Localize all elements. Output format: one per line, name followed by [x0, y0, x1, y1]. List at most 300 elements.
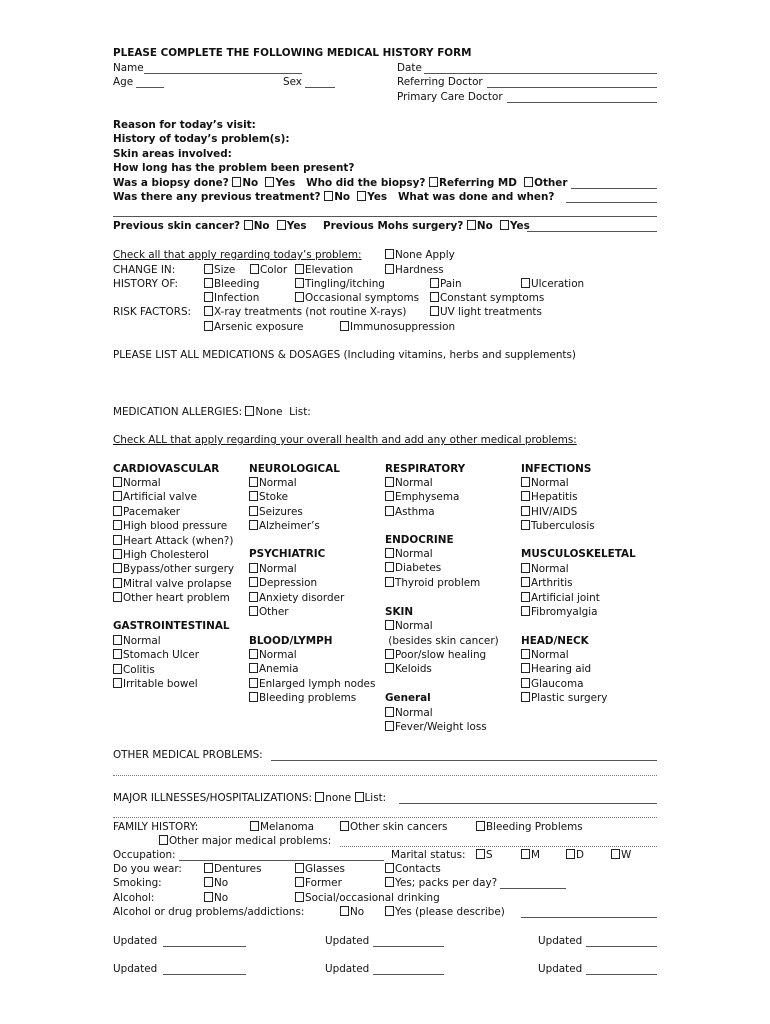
prev-skin-cancer-question: Previous skin cancer? [113, 220, 241, 232]
elevation-label: Elevation [305, 264, 354, 276]
smoking-no-label: No [214, 877, 229, 889]
none-apply-checkbox[interactable] [385, 249, 394, 259]
addictions-no-option[interactable] [340, 905, 364, 919]
pain-option[interactable] [430, 277, 462, 291]
gastro-item-checkbox[interactable] [113, 649, 122, 659]
biopsy-other-field[interactable] [571, 188, 657, 189]
family-bleeding-label: Bleeding Problems [486, 821, 583, 833]
tingling-label: Tingling/itching [305, 278, 385, 290]
cardio-item-label: Normal [123, 477, 161, 489]
musculoskeletal-item-checkbox[interactable] [521, 592, 530, 602]
prev-treatment-yes-checkbox[interactable] [357, 191, 366, 201]
ulceration-checkbox[interactable] [521, 278, 530, 288]
neuro-item-checkbox[interactable] [249, 520, 258, 530]
risk-factors-label: RISK FACTORS: [113, 306, 192, 318]
smoking-former-option[interactable] [295, 876, 342, 890]
musculoskeletal-item-option[interactable] [521, 576, 600, 590]
bleeding-checkbox[interactable] [204, 278, 213, 288]
psych-item-option[interactable] [249, 605, 344, 619]
uv-checkbox[interactable] [430, 306, 439, 316]
prev-treatment-no-label: No [334, 191, 351, 203]
head-neck-heading: HEAD/NECK [521, 635, 589, 647]
resp-item-label: Normal [395, 477, 433, 489]
cardio-item-label: Pacemaker [123, 505, 181, 518]
name-field[interactable] [144, 73, 302, 74]
other-skin-option[interactable] [340, 820, 447, 834]
alcohol-no-checkbox[interactable] [204, 892, 213, 902]
none-apply-option[interactable] [385, 248, 455, 262]
general-heading: General [385, 692, 431, 704]
marital-m-option[interactable] [521, 848, 540, 862]
updated-field-1[interactable] [163, 946, 246, 947]
marital-m-label: M [531, 849, 540, 861]
cardio-item-option[interactable] [113, 519, 234, 533]
other-problems-field[interactable] [271, 760, 657, 761]
neuro-item-checkbox[interactable] [249, 506, 258, 516]
occasional-checkbox[interactable] [295, 292, 304, 302]
ulceration-label: Ulceration [531, 278, 585, 290]
blood-item-checkbox[interactable] [249, 663, 258, 673]
referring-md-checkbox[interactable] [429, 177, 438, 187]
neuro-item-option[interactable] [249, 490, 320, 504]
arsenic-option[interactable] [204, 320, 303, 334]
referring-doctor-field[interactable] [487, 87, 657, 88]
head-neck-item-label: Hearing aid [531, 663, 592, 676]
neuro-list [249, 476, 320, 534]
how-long-label: How long has the problem been present? [113, 162, 355, 174]
blood-item-checkbox[interactable] [249, 678, 258, 688]
occasional-option[interactable] [295, 291, 419, 305]
blood-item-option[interactable] [249, 648, 375, 662]
infection-label: Infection [214, 292, 260, 304]
head-neck-list [521, 648, 607, 706]
head-neck-item-option[interactable] [521, 677, 607, 691]
cardio-item-label: High blood pressure [123, 520, 228, 533]
cardio-item-checkbox[interactable] [113, 506, 122, 516]
tingling-option[interactable] [295, 277, 385, 291]
cardio-item-option[interactable] [113, 591, 234, 605]
updated-field-3[interactable] [586, 946, 657, 947]
psych-item-option[interactable] [249, 591, 344, 605]
gastro-item-option[interactable] [113, 648, 199, 662]
skin-normal-checkbox[interactable] [385, 620, 394, 630]
neuro-item-checkbox[interactable] [249, 491, 258, 501]
skin-list [385, 648, 486, 677]
musculoskeletal-item-option[interactable] [521, 591, 600, 605]
neuro-item-label: Alzheimer’s [259, 520, 320, 533]
color-label: Color [260, 264, 288, 276]
cardio-item-checkbox[interactable] [113, 549, 122, 559]
addictions-field[interactable] [521, 917, 657, 918]
skin-item-option[interactable] [385, 662, 486, 676]
endo-item-checkbox[interactable] [385, 577, 394, 587]
resp-item-option[interactable] [385, 490, 459, 504]
cardio-item-label: Mitral valve prolapse [123, 577, 232, 590]
resp-item-label: Asthma [395, 505, 435, 518]
skin-item-label: Keloids [395, 663, 432, 676]
blood-item-option[interactable] [249, 662, 375, 676]
date-label: Date [397, 62, 422, 74]
skin-item-option[interactable] [385, 648, 486, 662]
allergies-none-checkbox[interactable] [245, 406, 254, 416]
smoking-no-option[interactable] [204, 876, 228, 890]
infection-item-option[interactable] [521, 505, 595, 519]
infection-item-label: Hepatitis [531, 491, 578, 504]
cardio-item-option[interactable] [113, 577, 234, 591]
psych-item-checkbox[interactable] [249, 577, 258, 587]
other-problems-field-2[interactable] [113, 775, 657, 776]
addictions-yes-option[interactable] [385, 905, 505, 919]
skin-besides-note: (besides skin cancer) [385, 635, 499, 647]
major-illness-field-2[interactable] [113, 817, 657, 818]
prev-treatment-no-checkbox[interactable] [324, 191, 333, 201]
endo-item-checkbox[interactable] [385, 548, 394, 558]
pain-label: Pain [440, 278, 462, 290]
major-illness-label: MAJOR ILLNESSES/HOSPITALIZATIONS: [113, 792, 312, 804]
endo-list [385, 547, 480, 590]
updated-field-4[interactable] [163, 974, 246, 975]
addictions-no-label: No [350, 906, 365, 918]
cardio-item-option[interactable] [113, 562, 234, 576]
prev-skin-cancer-no-checkbox[interactable] [244, 220, 253, 230]
marital-d-label: D [576, 849, 585, 861]
updated-field-2[interactable] [373, 946, 444, 947]
musculoskeletal-item-label: Artificial joint [531, 591, 600, 604]
occasional-label: Occasional symptoms [305, 292, 420, 304]
cardio-item-option[interactable] [113, 534, 234, 548]
updated-label-5: Updated [325, 963, 370, 975]
addictions-no-checkbox[interactable] [340, 906, 349, 916]
skin-normal-option[interactable] [385, 619, 433, 633]
biopsy-no-checkbox[interactable] [232, 177, 241, 187]
endo-item-option[interactable] [385, 561, 480, 575]
prev-mohs-row [323, 219, 530, 233]
biopsy-no-label: No [242, 177, 259, 189]
xray-option[interactable] [204, 305, 407, 319]
skin-item-checkbox[interactable] [385, 663, 394, 673]
blood-item-label: Bleeding problems [259, 692, 357, 705]
prev-mohs-no-label: No [476, 220, 493, 232]
resp-item-option[interactable] [385, 476, 459, 490]
skin-areas-label: Skin areas involved: [113, 148, 232, 160]
size-option[interactable] [204, 263, 235, 277]
musculoskeletal-item-checkbox[interactable] [521, 577, 530, 587]
prev-mohs-no-checkbox[interactable] [467, 220, 476, 230]
other-major-label: Other major medical problems: [169, 835, 332, 847]
alcohol-no-option[interactable] [204, 891, 228, 905]
marital-s-checkbox[interactable] [476, 849, 485, 859]
gastro-item-option[interactable] [113, 663, 199, 677]
what-done-label: What was done and when? [397, 191, 555, 203]
psych-item-label: Anxiety disorder [259, 591, 345, 604]
resp-item-checkbox[interactable] [385, 477, 394, 487]
marital-s-label: S [486, 849, 493, 861]
cardio-item-checkbox[interactable] [113, 578, 122, 588]
alcohol-social-option[interactable] [295, 891, 440, 905]
cardio-heading: CARDIOVASCULAR [113, 463, 220, 475]
endo-item-option[interactable] [385, 547, 480, 561]
dentures-option[interactable] [204, 862, 262, 876]
glasses-checkbox[interactable] [295, 863, 304, 873]
constant-option[interactable] [430, 291, 544, 305]
gastro-item-label: Normal [123, 635, 161, 647]
who-biopsy-label: Who did the biopsy? [306, 177, 426, 189]
marital-w-label: W [621, 849, 632, 861]
allergies-row [113, 405, 311, 419]
musculoskeletal-item-label: Arthritis [531, 577, 573, 590]
other-skin-checkbox[interactable] [340, 821, 349, 831]
date-field[interactable] [424, 73, 657, 74]
major-none-checkbox[interactable] [315, 792, 324, 802]
endo-item-option[interactable] [385, 576, 480, 590]
smoking-packs-option[interactable] [385, 876, 497, 890]
updated-field-5[interactable] [373, 974, 444, 975]
marital-label: Marital status: [391, 849, 466, 861]
general-item-checkbox[interactable] [385, 721, 394, 731]
skin-normal-label: Normal [395, 620, 433, 632]
musculoskeletal-item-checkbox[interactable] [521, 563, 530, 573]
biopsy-other-label: Other [534, 177, 568, 189]
psych-item-option[interactable] [249, 562, 344, 576]
biopsy-question: Was a biopsy done? [113, 177, 229, 189]
elevation-option[interactable] [295, 263, 353, 277]
cardio-item-checkbox[interactable] [113, 563, 122, 573]
gastro-item-checkbox[interactable] [113, 664, 122, 674]
updated-field-6[interactable] [586, 974, 657, 975]
marital-d-checkbox[interactable] [566, 849, 575, 859]
melanoma-checkbox[interactable] [250, 821, 259, 831]
psych-list [249, 562, 344, 620]
smoking-former-checkbox[interactable] [295, 877, 304, 887]
marital-d-option[interactable] [566, 848, 584, 862]
infection-option[interactable] [204, 291, 259, 305]
resp-item-checkbox[interactable] [385, 491, 394, 501]
other-major-option[interactable] [159, 834, 331, 848]
cardio-item-label: Heart Attack (when?) [123, 534, 234, 547]
head-neck-item-checkbox[interactable] [521, 663, 530, 673]
general-item-checkbox[interactable] [385, 707, 394, 717]
referring-doctor-label: Referring Doctor [397, 76, 483, 88]
dentures-checkbox[interactable] [204, 863, 213, 873]
alcohol-social-label: Social/occasional drinking [305, 892, 440, 904]
xray-checkbox[interactable] [204, 306, 213, 316]
bleeding-option[interactable] [204, 277, 259, 291]
medications-label: PLEASE LIST ALL MEDICATIONS & DOSAGES (Including vitamins, herbs and supplements) [113, 349, 576, 361]
resp-item-label: Emphysema [395, 491, 460, 504]
marital-s-option[interactable] [476, 848, 493, 862]
psych-item-checkbox[interactable] [249, 563, 258, 573]
alcohol-social-checkbox[interactable] [295, 892, 304, 902]
gastro-item-option[interactable] [113, 634, 199, 648]
marital-w-option[interactable] [611, 848, 631, 862]
wear-label: Do you wear: [113, 863, 182, 875]
prev-skin-cancer-yes-checkbox[interactable] [277, 220, 286, 230]
glasses-label: Glasses [305, 863, 345, 875]
size-label: Size [214, 264, 236, 276]
tingling-checkbox[interactable] [295, 278, 304, 288]
primary-doctor-field[interactable] [507, 102, 657, 103]
general-item-option[interactable] [385, 706, 487, 720]
cardio-item-label: Bypass/other surgery [123, 563, 235, 576]
immuno-option[interactable] [340, 320, 455, 334]
hardness-option[interactable] [385, 263, 444, 277]
addictions-label: Alcohol or drug problems/addictions: [113, 906, 305, 918]
other-major-checkbox[interactable] [159, 835, 168, 845]
musculoskeletal-item-option[interactable] [521, 605, 600, 619]
cardio-item-checkbox[interactable] [113, 535, 122, 545]
blood-item-option[interactable] [249, 691, 375, 705]
blood-item-label: Enlarged lymph nodes [259, 677, 376, 690]
family-bleeding-option[interactable] [476, 820, 583, 834]
resp-item-checkbox[interactable] [385, 506, 394, 516]
uv-option[interactable] [430, 305, 542, 319]
musculoskeletal-item-option[interactable] [521, 562, 600, 576]
age-field[interactable] [136, 87, 164, 88]
musculoskeletal-item-checkbox[interactable] [521, 606, 530, 616]
neuro-item-option[interactable] [249, 476, 320, 490]
ulceration-option[interactable] [521, 277, 584, 291]
endo-item-label: Thyroid problem [395, 576, 481, 589]
infection-checkbox[interactable] [204, 292, 213, 302]
prev-mohs-field[interactable] [527, 231, 657, 232]
infection-item-checkbox[interactable] [521, 520, 530, 530]
glasses-option[interactable] [295, 862, 345, 876]
prev-mohs-question: Previous Mohs surgery? [323, 220, 464, 232]
sex-label: Sex [283, 76, 302, 88]
melanoma-option[interactable] [250, 820, 314, 834]
gastro-item-checkbox[interactable] [113, 678, 122, 688]
infection-item-checkbox[interactable] [521, 477, 530, 487]
skin-item-checkbox[interactable] [385, 649, 394, 659]
infection-item-checkbox[interactable] [521, 491, 530, 501]
blood-item-checkbox[interactable] [249, 692, 258, 702]
immuno-checkbox[interactable] [340, 321, 349, 331]
cardio-item-label: Other heart problem [123, 592, 230, 605]
cardio-item-checkbox[interactable] [113, 592, 122, 602]
hardness-label: Hardness [395, 264, 444, 276]
color-option[interactable] [250, 263, 287, 277]
contacts-checkbox[interactable] [385, 863, 394, 873]
cardio-item-checkbox[interactable] [113, 520, 122, 530]
contacts-option[interactable] [385, 862, 441, 876]
head-neck-item-checkbox[interactable] [521, 692, 530, 702]
resp-item-option[interactable] [385, 505, 459, 519]
marital-m-checkbox[interactable] [521, 849, 530, 859]
neuro-item-label: Seizures [259, 505, 303, 518]
gastro-item-label: Stomach Ulcer [123, 649, 199, 662]
elevation-checkbox[interactable] [295, 264, 304, 274]
psych-item-checkbox[interactable] [249, 592, 258, 602]
updated-label-4: Updated [113, 963, 158, 975]
pain-checkbox[interactable] [430, 278, 439, 288]
neuro-item-label: Normal [259, 477, 297, 489]
other-problems-label: OTHER MEDICAL PROBLEMS: [113, 749, 263, 761]
prev-treatment-row [113, 190, 554, 204]
addictions-yes-checkbox[interactable] [385, 906, 394, 916]
gastro-item-checkbox[interactable] [113, 635, 122, 645]
history-label: History of today’s problem(s): [113, 133, 290, 145]
psych-item-checkbox[interactable] [249, 606, 258, 616]
arsenic-checkbox[interactable] [204, 321, 213, 331]
infection-item-option[interactable] [521, 490, 595, 504]
hardness-checkbox[interactable] [385, 264, 394, 274]
biopsy-row [113, 176, 567, 190]
alcohol-label: Alcohol: [113, 892, 155, 904]
prev-mohs-yes-checkbox[interactable] [500, 220, 509, 230]
what-done-field[interactable] [566, 202, 657, 203]
cardio-item-option[interactable] [113, 490, 234, 504]
color-checkbox[interactable] [250, 264, 259, 274]
smoking-former-label: Former [305, 877, 342, 889]
prev-mohs-yes-label: Yes [509, 220, 530, 232]
cardio-item-option[interactable] [113, 548, 234, 562]
head-neck-item-option[interactable] [521, 648, 607, 662]
blood-item-option[interactable] [249, 677, 375, 691]
constant-checkbox[interactable] [430, 292, 439, 302]
head-neck-item-option[interactable] [521, 691, 607, 705]
head-neck-item-option[interactable] [521, 662, 607, 676]
smoking-packs-checkbox[interactable] [385, 877, 394, 887]
age-label: Age [113, 76, 134, 88]
what-done-field-2[interactable] [113, 216, 657, 217]
smoking-packs-label: Yes; packs per day? [395, 877, 498, 889]
gastro-item-label: Colitis [123, 663, 155, 676]
psych-item-option[interactable] [249, 576, 344, 590]
major-none-label: none [325, 792, 352, 804]
neuro-item-option[interactable] [249, 505, 320, 519]
infection-item-option[interactable] [521, 476, 595, 490]
cardio-item-checkbox[interactable] [113, 477, 122, 487]
infection-item-checkbox[interactable] [521, 506, 530, 516]
cardio-item-checkbox[interactable] [113, 491, 122, 501]
blood-list [249, 648, 375, 706]
major-list-checkbox[interactable] [355, 792, 364, 802]
melanoma-label: Melanoma [260, 821, 315, 833]
cardio-item-option[interactable] [113, 505, 234, 519]
other-major-field[interactable] [340, 846, 657, 847]
biopsy-other-checkbox[interactable] [524, 177, 533, 187]
marital-w-checkbox[interactable] [611, 849, 620, 859]
family-bleeding-checkbox[interactable] [476, 821, 485, 831]
allergies-list-label: List: [289, 406, 311, 418]
bleeding-label: Bleeding [214, 278, 260, 290]
none-apply-label: None Apply [395, 249, 455, 261]
blood-item-checkbox[interactable] [249, 649, 258, 659]
cardio-item-option[interactable] [113, 476, 234, 490]
occupation-field[interactable] [179, 860, 384, 861]
smoking-no-checkbox[interactable] [204, 877, 213, 887]
neuro-item-checkbox[interactable] [249, 477, 258, 487]
infections-list [521, 476, 595, 534]
major-illness-field[interactable] [399, 803, 657, 804]
general-item-option[interactable] [385, 720, 487, 734]
head-neck-item-checkbox[interactable] [521, 649, 530, 659]
biopsy-yes-checkbox[interactable] [265, 177, 274, 187]
head-neck-item-checkbox[interactable] [521, 678, 530, 688]
infection-item-label: Tuberculosis [531, 520, 595, 533]
dentures-label: Dentures [214, 863, 262, 875]
gastro-item-option[interactable] [113, 677, 199, 691]
infection-item-option[interactable] [521, 519, 595, 533]
infection-item-label: HIV/AIDS [531, 505, 578, 518]
sex-field[interactable] [305, 87, 335, 88]
packs-field[interactable] [500, 888, 566, 889]
neuro-item-option[interactable] [249, 519, 320, 533]
arsenic-label: Arsenic exposure [214, 321, 304, 333]
endo-item-checkbox[interactable] [385, 562, 394, 572]
size-checkbox[interactable] [204, 264, 213, 274]
musculoskeletal-list [521, 562, 600, 620]
